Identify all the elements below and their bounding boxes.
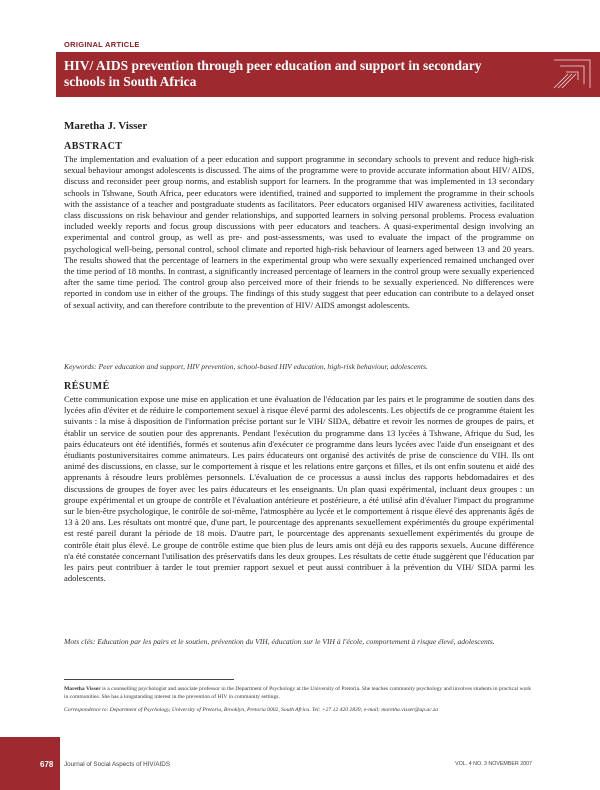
footnote-divider	[64, 679, 234, 680]
resume-keywords: Mots clés: Education par les pairs et le soutien, prévention du VIH, éducation sur le VIH à l'école, comportement à risque élevé, adolescents.	[64, 637, 495, 646]
decorative-lines-icon	[550, 56, 594, 92]
abstract-heading: ABSTRACT	[64, 141, 123, 152]
bio-text: is a counselling psychologist and associate professor in the Department of Psychology at the University of Pretoria. She teaches community psychology and involves students in practical work in communities. She has a longstanding interest in the prevention of HIV in community settings.	[64, 686, 532, 700]
correspondence-note: Correspondence to: Department of Psychology, University of Pretoria, Brooklyn, Pretoria 0002, South Africa. Tel: +27 12 420 2839; e-mail: maretha.visser@up.ac.za	[64, 707, 439, 713]
author-bio	[64, 685, 534, 701]
article-type-label: ORIGINAL ARTICLE	[64, 40, 140, 49]
issue-info: VOL. 4 NO. 3 NOVEMBER 2007	[455, 761, 532, 767]
abstract-body: The implementation and evaluation of a peer education and support programme in secondary schools to prevent and reduce high-risk sexual behaviour amongst adolescents is discussed. The aims of the programme were to provide accurate information about HIV/ AIDS, discuss and reconsider peer group norms, and establish support for learners. In the programme that was implemented in 13 secondary schools in Tshwane, South Africa, peer educators were identified, trained and supported to implement the programme in their schools with the assistance of a teacher and postgraduate students as facilitators. Peer educators organised HIV awareness activities, facilitated class discussions on risk behaviour and gender relationships, and supported learners in solving personal problems. Process evaluation included weekly reports and focus group discussions with peer educators and teachers. A quasi-experimental design involving an experimental and control group, as well as pre- and post-assessments, was used to evaluate the impact of the programme on psychological well-being, personal control, school climate and reported high-risk behaviour of learners aged between 13 and 20 years. The results showed that the percentage of learners in the experimental group who were sexually experienced remained unchanged over the time period of 18 months. In contrast, a significantly increased percentage of learners in the control group were sexually experienced after the same time period. The control group also perceived more of their friends to be sexually experienced. No differences were reported in condom use in either of the groups. The findings of this study suggest that peer education can contribute to a delayed onset of sexual activity, and can therefore contribute to the prevention of HIV/ AIDS amongst adolescents.	[64, 154, 534, 310]
title-banner	[56, 52, 600, 97]
resume-heading: RÉSUMÉ	[64, 381, 110, 392]
abstract-keywords: Keywords: Peer education and support, HIV prevention, school-based HIV education, high-risk behaviour, adolescents.	[64, 362, 428, 371]
article-title: HIV/ AIDS prevention through peer education and support in secondary schools in South Africa	[64, 58, 482, 89]
author-name: Maretha J. Visser	[64, 120, 148, 132]
page-number: 678	[40, 760, 54, 769]
journal-name: Journal of Social Aspects of HIV/AIDS	[64, 761, 171, 768]
resume-body: Cette communication expose une mise en application et une évaluation de l'éducation par les pairs et le programme de soutien dans des lycées afin d'éviter et de réduire le comportement sexuel à risque élevé parmi des adolescents. Les objectifs de ce programme étaient les suivants : la mise à disposition de l'information précise portant sur le VIH/ SIDA, débattre et revoir les normes de groupes de pairs, et établir un service de soutien pour des apprenants. Pendant l'exécution du programme dans 13 lycées à Tshwane, Afrique du Sud, les pairs éducateurs ont été identifiés, formés et soutenus afin d'exécuter ce programme dans leurs lycées avec l'aide d'un enseignant et des étudiants postuniversitaires comme animateurs. Les pairs éducateurs ont organisé des activités de prise de conscience du VIH. Ils ont animé des discussions, en classe, sur le comportement à risque et les relations entre garçons et filles, et ils ont enfin soutenu et aidé des apprenants à résoudre leurs problèmes personnels. L'évaluation de ce processus a aussi inclus des rapports hebdomadaires et des discussions de groupes de foyer avec les pairs éducateurs et les enseignants. Un plan quasi expérimental, incluant deux groupes : un groupe expérimental et un groupe de contrôle et l'évaluation antérieure et postérieure, a été utilisé afin d'évaluer l'impact du programme sur le bien-être psychologique, le contrôle de soi-même, l'atmosphère au lycée et le comportement à risque élevé des apprenants âgés de 13 à 20 ans. Les résultats ont montré que, d'une part, le pourcentage des apprenants sexuellement expérimentés du groupe expérimental est resté pareil durant la période de 18 mois. D'autre part, le pourcentage des apprenants sexuellement expérimentés du groupe de contrôle était plus élevé. Le groupe de contrôle estime que bien plus de leurs amis ont déjà eu des rapports sexuels. Aucune différence n'a été constatée concernant l'utilisation des préservatifs dans les deux groupes. Les résultats de cette étude suggèrent que l'éducation par les pairs peut contribuer à tarder le tout premier rapport sexuel et peut aussi contribuer à la prévention du VIH/ SIDA parmi les adolescents.	[64, 394, 534, 584]
bio-author-name: Maretha Visser	[64, 686, 101, 692]
